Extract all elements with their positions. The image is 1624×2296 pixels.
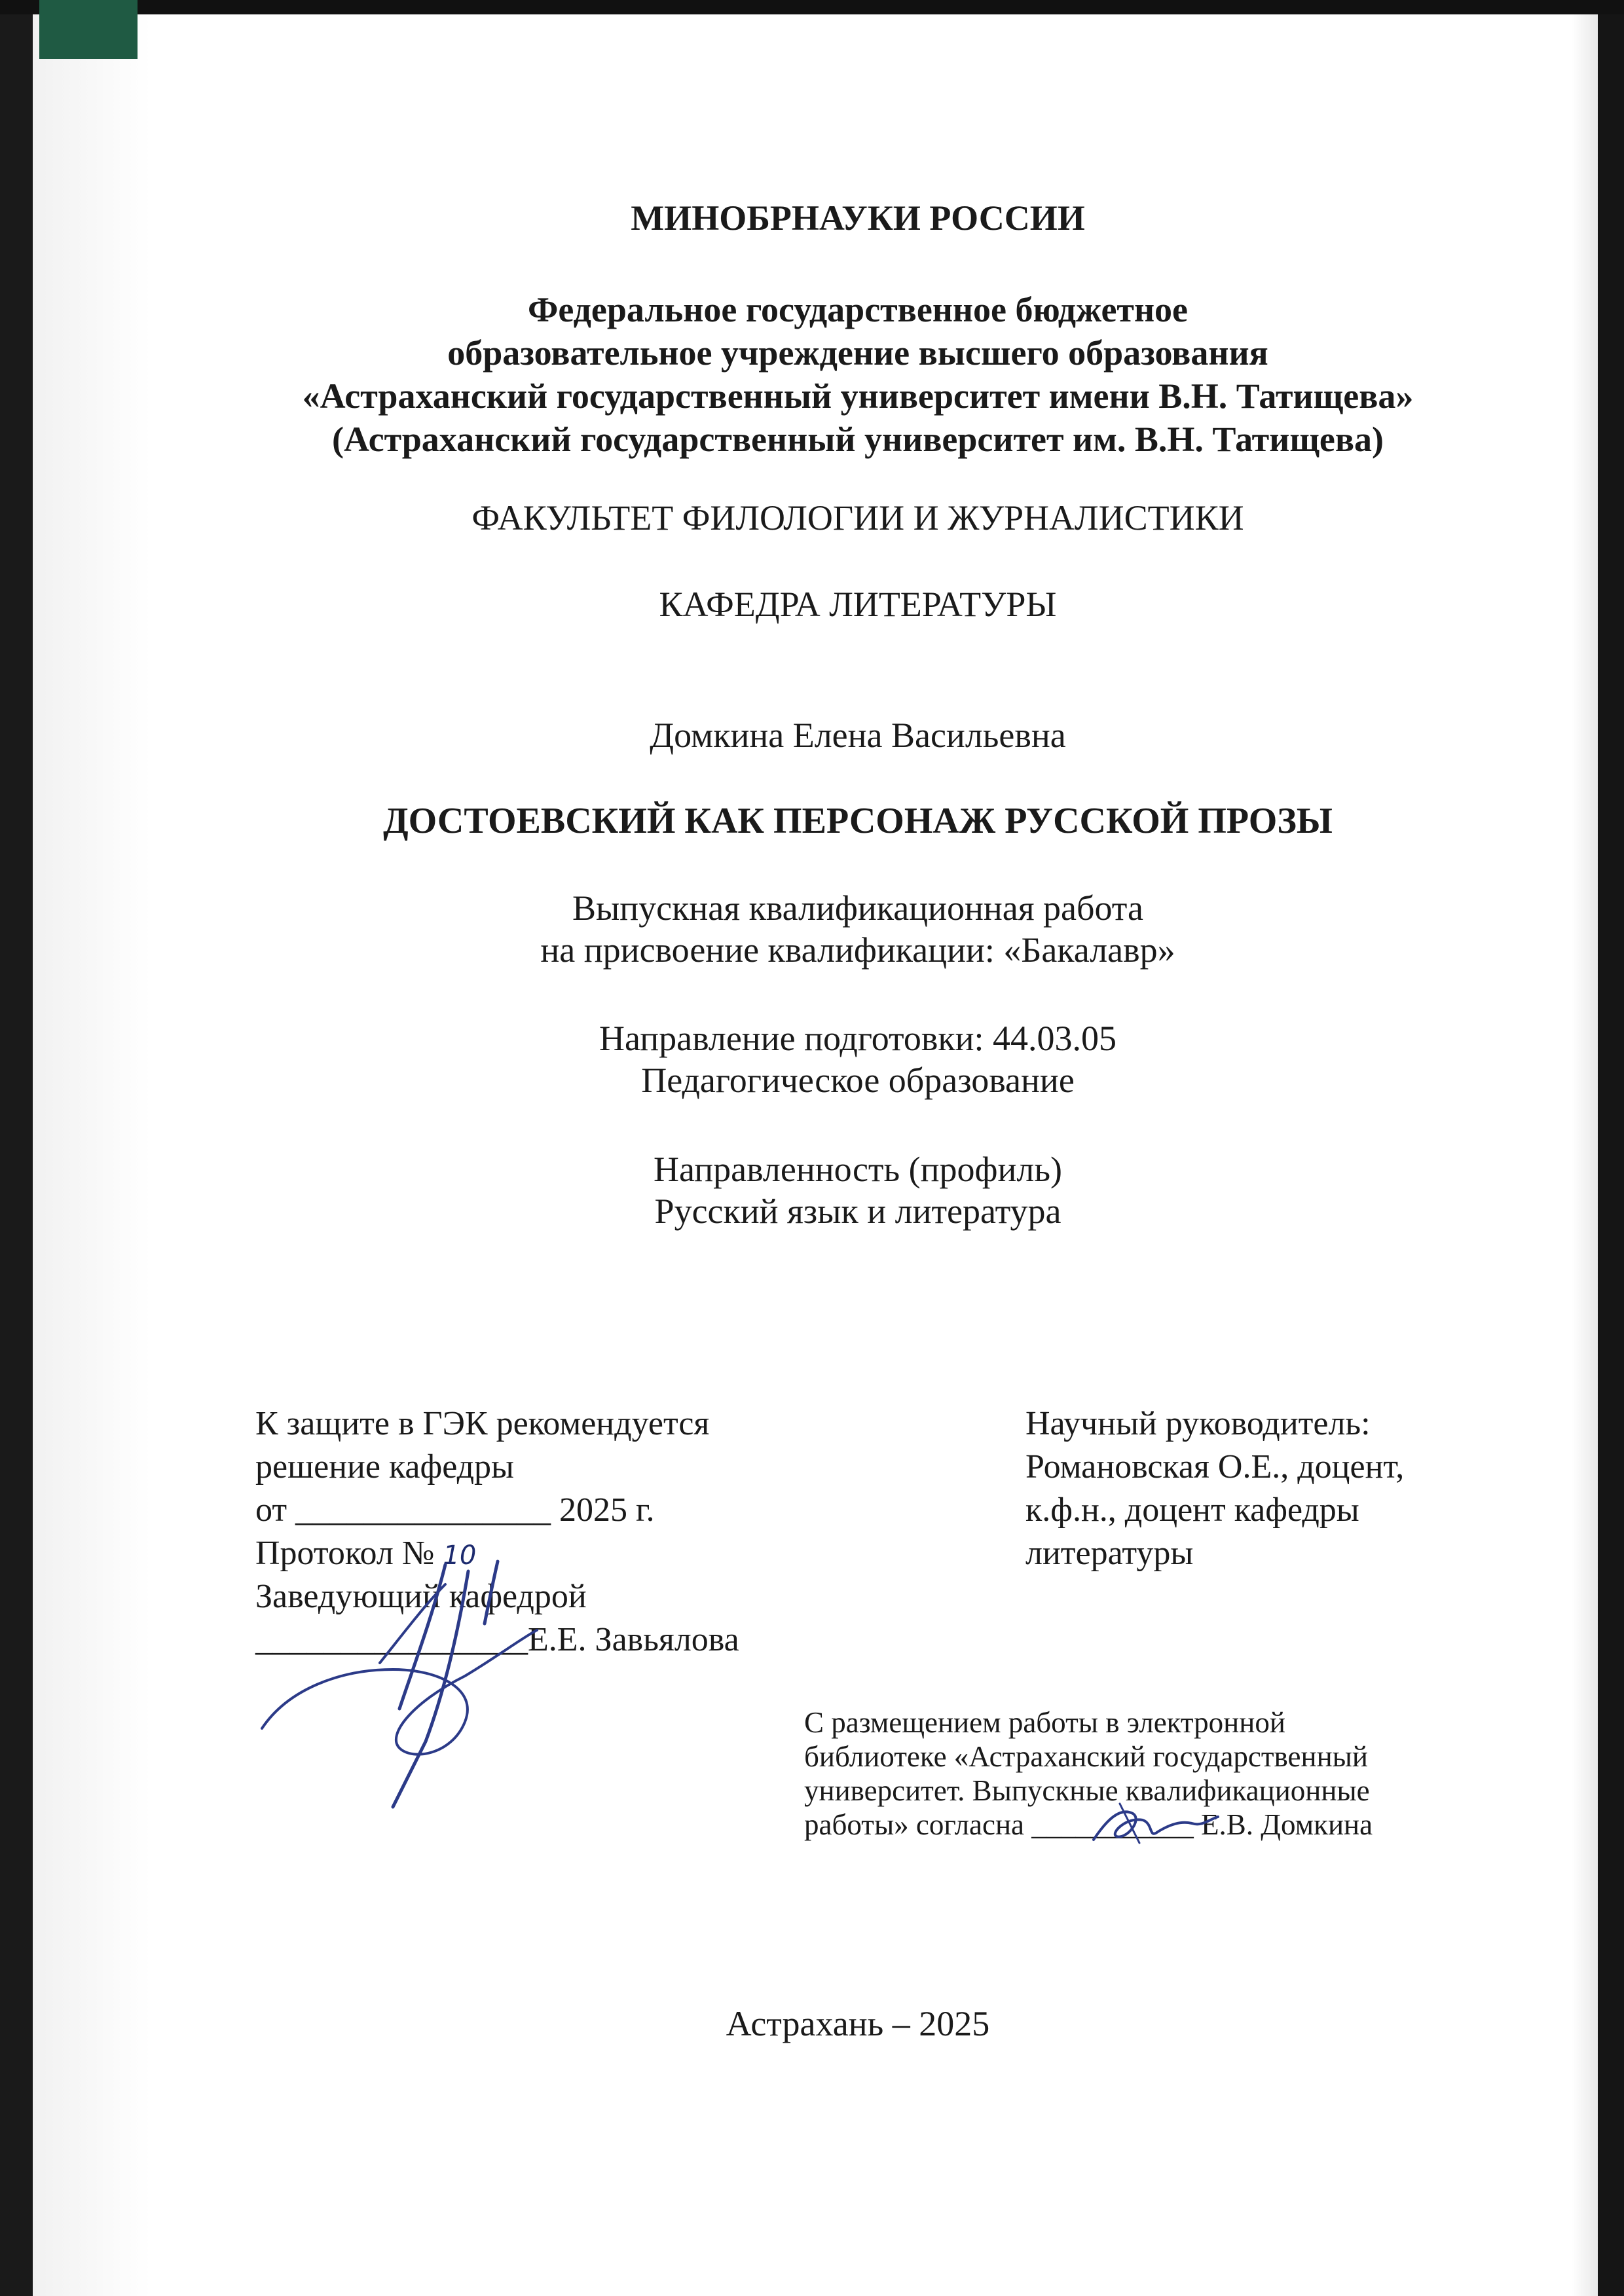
- consent-line-1: С размещением работы в электронной: [804, 1706, 1285, 1739]
- supervisor-line-3: к.ф.н., доцент кафедры: [1025, 1491, 1359, 1529]
- faculty-name: ФАКУЛЬТЕТ ФИЛОЛОГИИ И ЖУРНАЛИСТИКИ: [471, 498, 1244, 538]
- direction-line-2: Педагогическое образование: [641, 1061, 1075, 1100]
- scan-cover-strip: [39, 0, 138, 59]
- scan-top-edge: [0, 0, 1624, 14]
- profile-line-2: Русский язык и литература: [654, 1192, 1061, 1231]
- city-year: Астрахань – 2025: [726, 2004, 990, 2043]
- consent-line-3: университет. Выпускные квалификационные: [804, 1774, 1370, 1807]
- defense-line-3: от _______________ 2025 г.: [255, 1491, 655, 1529]
- institution-line-4: (Астраханский государственный университет им. В.Н. Татищева): [331, 420, 1384, 459]
- profile-line-1: Направленность (профиль): [654, 1150, 1062, 1189]
- ministry-heading: МИНОБРНАУКИ РОССИИ: [631, 198, 1085, 238]
- institution-line-1: Федеральное государственное бюджетное: [527, 290, 1189, 329]
- supervisor-line-2: Романовская О.Е., доцент,: [1025, 1448, 1405, 1485]
- consent-line-4: работы» согласна ___________ Е.В. Домкина: [804, 1808, 1373, 1841]
- supervisor-line-4: литературы: [1025, 1535, 1194, 1572]
- protocol-label: Протокол №: [255, 1535, 435, 1572]
- institution-line-2: образовательное учреждение высшего образования: [447, 333, 1268, 373]
- defense-line-1: К защите в ГЭК рекомендуется: [255, 1405, 710, 1442]
- scan-left-edge: [0, 0, 33, 2296]
- supervisor-line-1: Научный руководитель:: [1025, 1405, 1371, 1442]
- department-name: КАФЕДРА ЛИТЕРАТУРЫ: [659, 585, 1057, 624]
- author-signature: [1080, 1794, 1225, 1853]
- work-type-line-2: на присвоение квалификации: «Бакалавр»: [540, 930, 1175, 970]
- direction-line-1: Направление подготовки: 44.03.05: [599, 1019, 1116, 1058]
- consent-line-2: библиотеке «Астраханский государственный: [804, 1740, 1368, 1773]
- defense-line-2: решение кафедры: [255, 1448, 514, 1485]
- work-type-line-1: Выпускная квалификационная работа: [572, 888, 1144, 928]
- head-of-department-signature: [249, 1558, 589, 1813]
- protocol-number: 10: [443, 1540, 477, 1571]
- author-name: Домкина Елена Васильевна: [650, 716, 1066, 755]
- scan-right-edge: [1598, 0, 1624, 2296]
- defense-line-5: Заведующий кафедрой: [255, 1578, 587, 1615]
- work-title: ДОСТОЕВСКИЙ КАК ПЕРСОНАЖ РУССКОЙ ПРОЗЫ: [383, 801, 1333, 841]
- defense-line-6: ________________Е.Е. Завьялова: [255, 1621, 739, 1658]
- institution-line-3: «Астраханский государственный университет имени В.Н. Татищева»: [302, 376, 1414, 416]
- supervisor-block: [1025, 1402, 1404, 1575]
